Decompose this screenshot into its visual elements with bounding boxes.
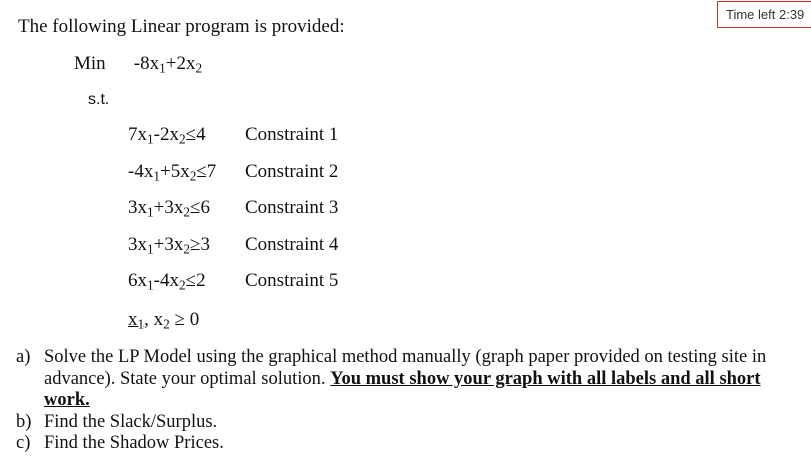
question-text: Solve the LP Model using the graphical method manually (graph paper provided on testing site in advance). State your optimal solution. You must show your graph with all labels and all short work.: [44, 347, 767, 410]
constraint-row: [128, 197, 338, 234]
subject-to-label: s.t.: [88, 91, 110, 108]
objective-expression: $-8x_1+2x_2$: [133, 53, 203, 76]
question-text: Find the Slack/Surplus.: [44, 411, 218, 432]
question-emphasis: You must show your graph with all labels and all short work.: [44, 368, 761, 410]
constraint-expression: $-4x_1+5x_2\le 7$: [128, 160, 217, 183]
question-item-a: [16, 347, 776, 412]
constraint-row: [128, 270, 338, 307]
constraint-expression: $3x_1+3x_2\ge 3$: [128, 233, 210, 256]
constraint-row: [128, 124, 338, 161]
constraint-list: [128, 124, 338, 307]
time-left-text: Time left 2:39: [726, 7, 805, 22]
question-item-b: [16, 412, 776, 434]
constraint-label: Constraint 2: [245, 160, 339, 182]
constraint-expression: $6x_1-4x_2\le 2$: [128, 270, 206, 293]
constraint-label: Constraint 4: [245, 233, 339, 255]
question-label: c): [16, 433, 31, 453]
nonnegativity-constraint: $x_1$, $x_2 \ge 0$: [128, 309, 200, 332]
constraint-row: [128, 234, 338, 271]
constraint-label: Constraint 1: [245, 124, 339, 145]
constraint-expression: $3x_1+3x_2\le 6$: [128, 197, 210, 220]
objective-keyword: Min: [74, 53, 106, 74]
objective-function: [74, 53, 202, 75]
constraint-row: [128, 161, 338, 198]
constraint-expression: $7x_1-2x_2\le 4$: [128, 124, 206, 147]
problem-intro: The following Linear program is provided:: [18, 16, 345, 37]
constraint-label: Constraint 5: [245, 270, 339, 291]
question-list: [16, 347, 776, 455]
question-label: b): [16, 411, 32, 432]
question-item-c: [16, 433, 776, 455]
constraint-label: Constraint 3: [245, 197, 339, 218]
question-text: Find the Shadow Prices.: [44, 433, 224, 453]
time-left-indicator: [717, 1, 811, 28]
question-label: a): [16, 347, 31, 367]
